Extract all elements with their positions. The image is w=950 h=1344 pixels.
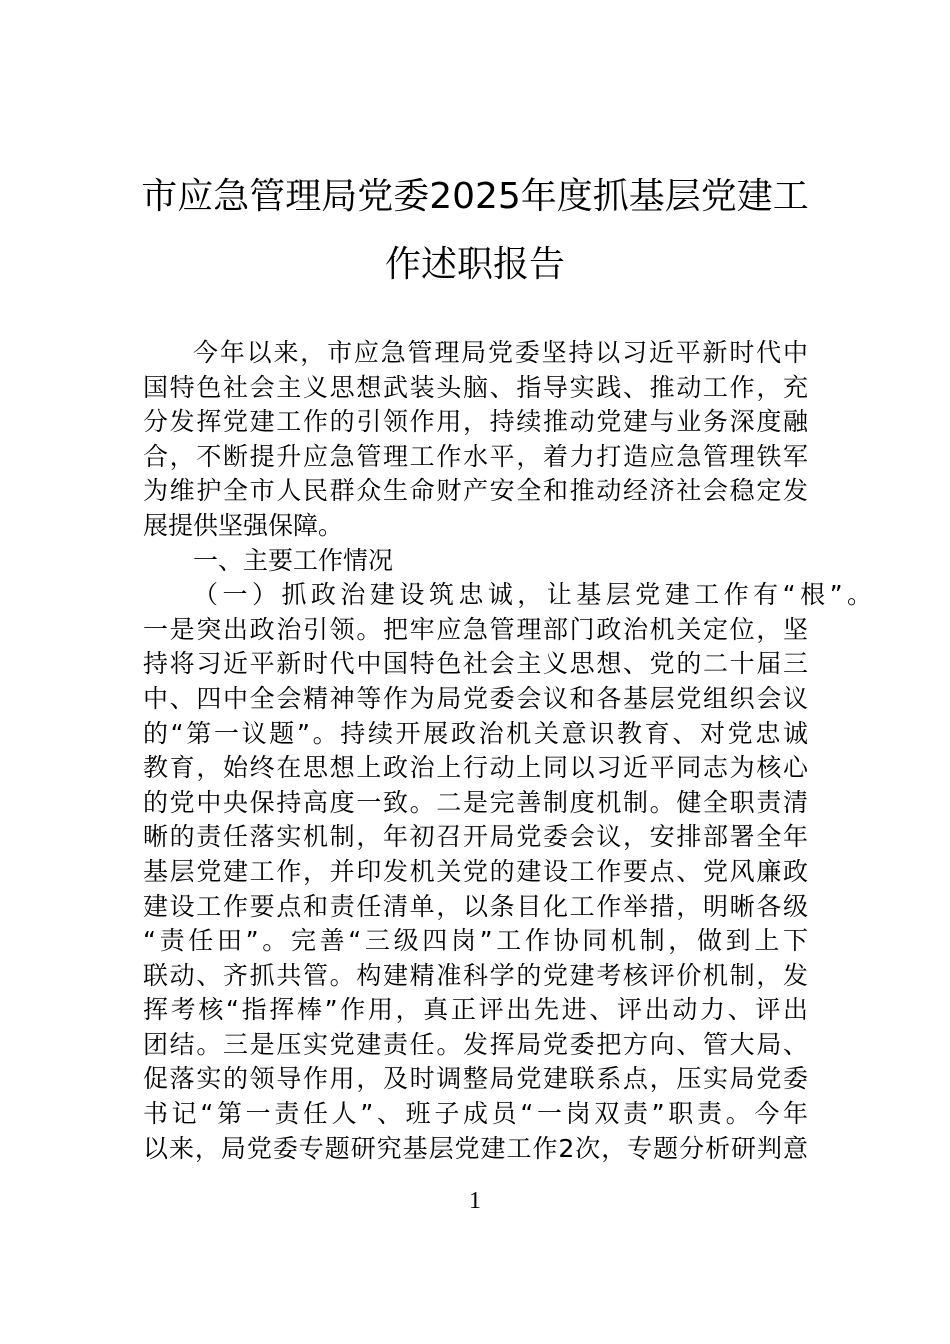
- text-line: 中、四中全会精神等作为局党委会议和各基层党组织会议: [143, 683, 808, 713]
- text-line: 的“第一议题”。持续开展政治机关意识教育、对党忠诚: [143, 718, 808, 748]
- text-line: “责任田”。完善“三级四岗”工作协同机制，做到上下: [143, 926, 808, 956]
- text-line: 国特色社会主义思想武装头脑、指导实践、推动工作，充: [143, 372, 808, 402]
- text-line: 书记“第一责任人”、班子成员“一岗双责”职责。今年: [143, 1099, 808, 1129]
- text-line: 晰的责任落实机制，年初召开局党委会议，安排部署全年: [143, 822, 808, 852]
- text-line: （一）抓政治建设筑忠诚，让基层党建工作有“根”。: [193, 580, 872, 610]
- text-line: 教育，始终在思想上政治上行动上同以习近平同志为核心: [143, 753, 808, 783]
- document-title-line-2: 作述职报告: [384, 244, 565, 285]
- text-line: 为维护全市人民群众生命财产安全和推动经济社会稳定发: [143, 476, 808, 506]
- text-line: 今年以来，市应急管理局党委坚持以习近平新时代中: [193, 338, 808, 367]
- text-line: 持将习近平新时代中国特色社会主义思想、党的二十届三: [143, 649, 808, 679]
- text-line: 建设工作要点和责任清单，以条目化工作举措，明晰各级: [143, 891, 808, 921]
- text-line: 联动、齐抓共管。构建精准科学的党建考核评价机制，发: [143, 960, 808, 990]
- text-line: 分发挥党建工作的引领作用，持续推动党建与业务深度融: [143, 407, 808, 437]
- text-line: 合，不断提升应急管理工作水平，着力打造应急管理铁军: [143, 441, 808, 471]
- document-body: [143, 336, 872, 1166]
- text-line: 展提供坚强保障。: [143, 510, 344, 540]
- page-number: 1: [469, 1188, 481, 1214]
- text-line: 一、主要工作情况: [193, 545, 394, 575]
- text-line: 以来，局党委专题研究基层党建工作2次，专题分析研判意: [143, 1133, 808, 1163]
- document-title-line-1: 市应急管理局党委2025年度抓基层党建工: [141, 176, 809, 217]
- text-line: 一是突出政治引领。把牢应急管理部门政治机关定位，坚: [143, 614, 808, 644]
- text-line: 基层党建工作，并印发机关党的建设工作要点、党风廉政: [143, 856, 808, 886]
- text-line: 的党中央保持高度一致。二是完善制度机制。健全职责清: [143, 787, 808, 817]
- text-line: 促落实的领导作用，及时调整局党建联系点，压实局党委: [143, 1064, 808, 1094]
- text-line: 团结。三是压实党建责任。发挥局党委把方向、管大局、: [143, 1029, 808, 1059]
- text-line: 挥考核“指挥棒”作用，真正评出先进、评出动力、评出: [143, 995, 808, 1025]
